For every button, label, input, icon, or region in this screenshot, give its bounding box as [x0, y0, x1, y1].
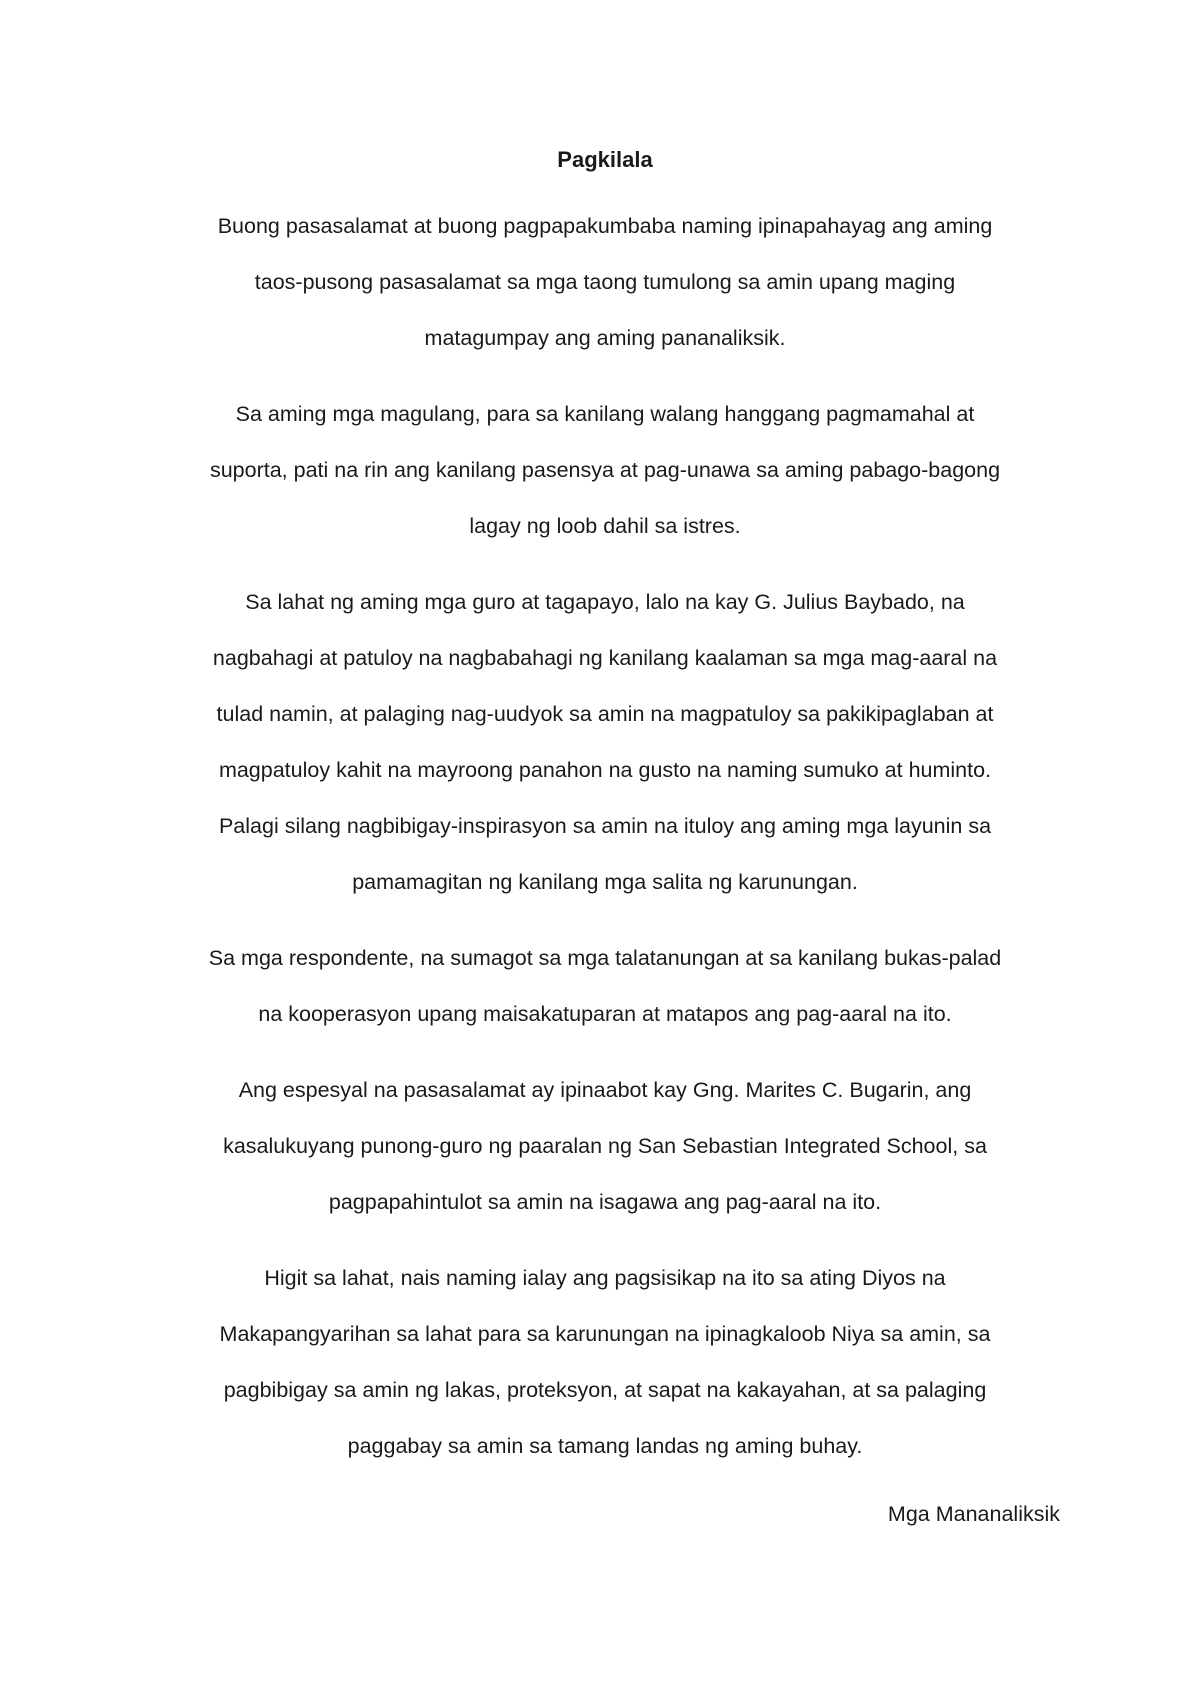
text-line: pamamagitan ng kanilang mga salita ng karunungan. [352, 870, 858, 894]
text-line: taos-pusong pasasalamat sa mga taong tumulong sa amin upang maging [254, 270, 956, 294]
page-title: Pagkilala [557, 147, 653, 172]
text-line: pagpapahintulot sa amin na isagawa ang pag-aaral na ito. [328, 1190, 882, 1214]
paragraph-intro [150, 198, 1060, 366]
signature: Mga Mananaliksik [887, 1502, 1060, 1526]
paragraph-parents [150, 386, 1060, 554]
text-line: lagay ng loob dahil sa istres. [469, 514, 741, 538]
text-line: na kooperasyon upang maisakatuparan at matapos ang pag-aaral na ito. [258, 1002, 952, 1026]
text-line: Sa aming mga magulang, para sa kanilang walang hanggang pagmamahal at [235, 402, 975, 426]
paragraph-principal [150, 1062, 1060, 1230]
paragraph-god [150, 1250, 1060, 1474]
text-line: kasalukuyang punong-guro ng paaralan ng San Sebastian Integrated School, sa [223, 1134, 987, 1158]
text-line: tulad namin, at palaging nag-uudyok sa amin na magpatuloy sa pakikipaglaban at [216, 702, 994, 726]
text-line: Sa lahat ng aming mga guro at tagapayo, lalo na kay G. Julius Baybado, na [245, 590, 965, 614]
text-line: Ang espesyal na pasasalamat ay ipinaabot kay Gng. Marites C. Bugarin, ang [238, 1078, 972, 1102]
text-line: nagbahagi at patuloy na nagbabahagi ng kanilang kaalaman sa mga mag-aaral na [212, 646, 998, 670]
text-line: magpatuloy kahit na mayroong panahon na gusto na naming sumuko at huminto. [218, 758, 992, 782]
paragraph-teachers [150, 574, 1060, 910]
text-line: paggabay sa amin sa tamang landas ng aming buhay. [347, 1434, 863, 1458]
text-line: Sa mga respondente, na sumagot sa mga talatanungan at sa kanilang bukas-palad [208, 946, 1002, 970]
document-body [150, 140, 1060, 1534]
text-line: suporta, pati na rin ang kanilang pasensya at pag-unawa sa aming pabago-bagong [209, 458, 1001, 482]
text-line: pagbibigay sa amin ng lakas, proteksyon, at sapat na kakayahan, at sa palaging [223, 1378, 987, 1402]
text-line: Buong pasasalamat at buong pagpapakumbaba naming ipinapahayag ang aming [217, 214, 993, 238]
paragraph-respondents [150, 930, 1060, 1042]
text-line: matagumpay ang aming pananaliksik. [424, 326, 786, 350]
text-line: Higit sa lahat, nais naming ialay ang pagsisikap na ito sa ating Diyos na [264, 1266, 946, 1290]
text-line: Palagi silang nagbibigay-inspirasyon sa amin na ituloy ang aming mga layunin sa [218, 814, 992, 838]
text-line: Makapangyarihan sa lahat para sa karunungan na ipinagkaloob Niya sa amin, sa [219, 1322, 991, 1346]
